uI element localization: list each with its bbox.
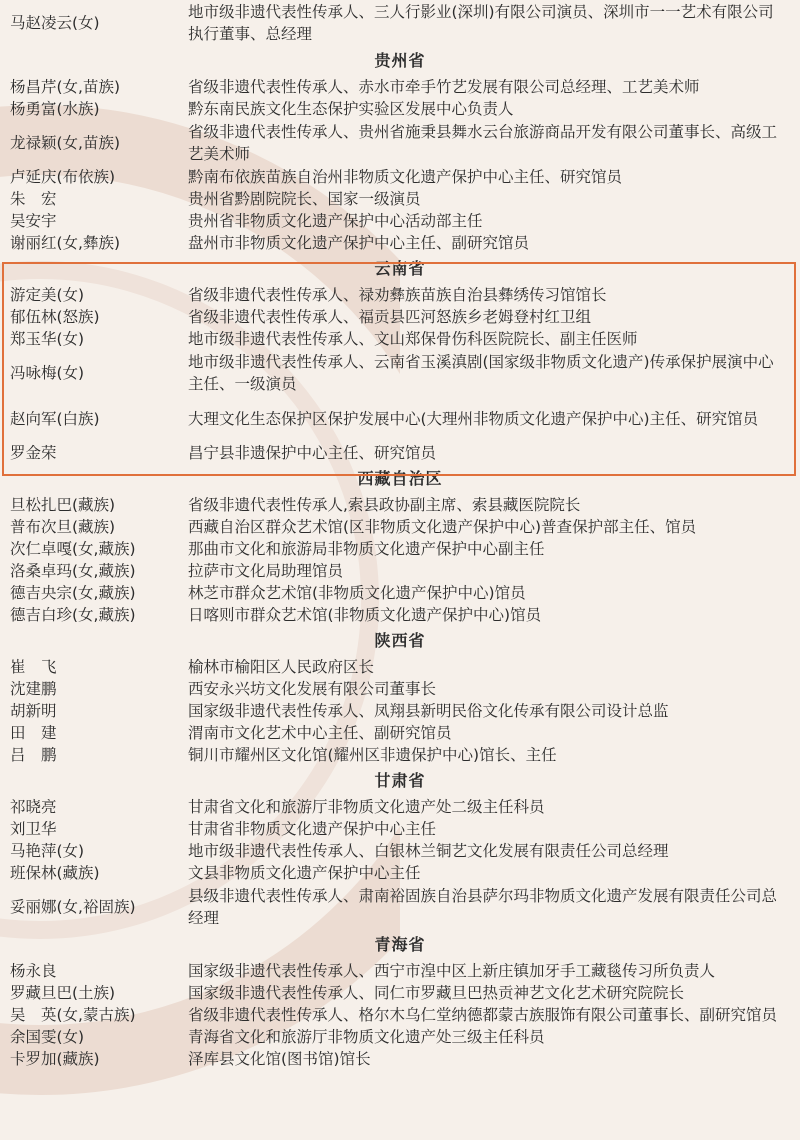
person-name: 旦松扎巴(藏族)	[10, 496, 116, 514]
person-name: 罗金荣	[10, 444, 57, 462]
person-description: 黔南布依族苗族自治州非物质文化遗产保护中心主任、研究馆员	[188, 168, 623, 186]
person-description: 西藏自治区群众艺术馆(区非物质文化遗产保护中心)普查保护部主任、馆员	[188, 518, 697, 536]
person-row	[0, 722, 800, 744]
person-description: 贵州省黔剧院院长、国家一级演员	[188, 190, 421, 208]
person-name: 马赵凌云(女)	[10, 14, 100, 32]
person-name: 田 建	[10, 724, 57, 742]
person-description: 文县非物质文化遗产保护中心主任	[188, 864, 421, 882]
person-row	[0, 210, 800, 232]
person-row	[0, 1048, 800, 1070]
person-description: 省级非遗代表性传承人、贵州省施秉县舞水云台旅游商品开发有限公司董事长、高级工艺美术师	[188, 123, 778, 163]
person-name: 刘卫华	[10, 820, 57, 838]
person-row	[0, 982, 800, 1004]
person-description: 西安永兴坊文化发展有限公司董事长	[188, 680, 437, 698]
person-description: 拉萨市文化局助理馆员	[188, 562, 344, 580]
person-name: 吴 英(女,蒙古族)	[10, 1006, 136, 1024]
person-description: 榆林市榆阳区人民政府区长	[188, 658, 375, 676]
person-description: 铜川市耀州区文化馆(耀州区非遗保护中心)馆长、主任	[188, 746, 557, 764]
person-name: 沈建鹏	[10, 680, 57, 698]
person-row	[0, 1004, 800, 1026]
person-description: 县级非遗代表性传承人、肃南裕固族自治县萨尔玛非物质文化遗产发展有限责任公司总经理	[188, 887, 778, 927]
person-name: 德吉央宗(女,藏族)	[10, 584, 136, 602]
person-row	[0, 744, 800, 766]
person-row	[0, 120, 800, 166]
province-section	[0, 46, 800, 254]
person-description: 省级非遗代表性传承人、赤水市牵手竹艺发展有限公司总经理、工艺美术师	[188, 78, 700, 96]
person-description: 甘肃省非物质文化遗产保护中心主任	[188, 820, 437, 838]
person-row	[0, 396, 800, 442]
person-description: 渭南市文化艺术中心主任、副研究馆员	[188, 724, 452, 742]
person-name: 吴安宇	[10, 212, 57, 230]
province-heading: 西藏自治区	[357, 469, 443, 488]
province-section	[0, 254, 800, 464]
person-row	[0, 656, 800, 678]
person-name: 卡罗加(藏族)	[10, 1050, 100, 1068]
person-row	[0, 884, 800, 930]
person-description: 黔东南民族文化生态保护实验区发展中心负责人	[188, 100, 514, 118]
person-name: 胡新明	[10, 702, 57, 720]
person-row	[0, 494, 800, 516]
person-row	[0, 678, 800, 700]
person-name: 赵向军(白族)	[10, 410, 100, 428]
person-description: 省级非遗代表性传承人、福贡县匹河怒族乡老姆登村红卫组	[188, 308, 592, 326]
person-name: 祁晓亮	[10, 798, 57, 816]
person-name: 龙禄颖(女,苗族)	[10, 134, 121, 152]
person-name: 次仁卓嘎(女,藏族)	[10, 540, 136, 558]
province-section	[0, 0, 800, 46]
person-name: 德吉白珍(女,藏族)	[10, 606, 136, 624]
person-name: 郁伍林(怒族)	[10, 308, 100, 326]
person-name: 冯咏梅(女)	[10, 364, 85, 382]
person-row	[0, 0, 800, 46]
person-name: 妥丽娜(女,裕固族)	[10, 898, 136, 916]
province-heading: 贵州省	[374, 51, 426, 70]
person-name: 杨永良	[10, 962, 57, 980]
person-name: 罗藏旦巴(土族)	[10, 984, 116, 1002]
person-row	[0, 306, 800, 328]
person-description: 林芝市群众艺术馆(非物质文化遗产保护中心)馆员	[188, 584, 526, 602]
province-section	[0, 626, 800, 766]
person-row	[0, 98, 800, 120]
person-row	[0, 350, 800, 396]
person-name: 郑玉华(女)	[10, 330, 85, 348]
person-name: 谢丽红(女,彝族)	[10, 234, 121, 252]
person-description: 甘肃省文化和旅游厅非物质文化遗产处二级主任科员	[188, 798, 545, 816]
person-description: 省级非遗代表性传承人,索县政协副主席、索县藏医院院长	[188, 496, 581, 514]
province-heading: 陕西省	[374, 631, 426, 650]
person-name: 余国雯(女)	[10, 1028, 85, 1046]
person-row	[0, 166, 800, 188]
person-description: 贵州省非物质文化遗产保护中心活动部主任	[188, 212, 483, 230]
person-row	[0, 232, 800, 254]
person-row	[0, 76, 800, 98]
province-section	[0, 464, 800, 626]
person-description: 盘州市非物质文化遗产保护中心主任、副研究馆员	[188, 234, 530, 252]
person-row	[0, 818, 800, 840]
person-description: 大理文化生态保护区保护发展中心(大理州非物质文化遗产保护中心)主任、研究馆员	[188, 410, 759, 428]
person-description: 地市级非遗代表性传承人、三人行影业(深圳)有限公司演员、深圳市一一艺术有限公司执行董事、总经理	[188, 3, 774, 43]
person-description: 国家级非遗代表性传承人、同仁市罗藏旦巴热贡神艺文化艺术研究院院长	[188, 984, 685, 1002]
person-name: 吕 鹏	[10, 746, 57, 764]
province-heading: 青海省	[374, 935, 426, 954]
person-row	[0, 538, 800, 560]
person-name: 班保林(藏族)	[10, 864, 100, 882]
person-row	[0, 328, 800, 350]
person-row	[0, 1026, 800, 1048]
person-description: 那曲市文化和旅游局非物质文化遗产保护中心副主任	[188, 540, 545, 558]
person-row	[0, 560, 800, 582]
person-row	[0, 582, 800, 604]
person-row	[0, 700, 800, 722]
person-description: 省级非遗代表性传承人、格尔木乌仁堂纳德都蒙古族服饰有限公司董事长、副研究馆员	[188, 1006, 778, 1024]
person-row	[0, 796, 800, 818]
person-description: 国家级非遗代表性传承人、西宁市湟中区上新庄镇加牙手工藏毯传习所负责人	[188, 962, 716, 980]
person-name: 洛桑卓玛(女,藏族)	[10, 562, 136, 580]
person-description: 泽库县文化馆(图书馆)馆长	[188, 1050, 371, 1068]
person-description: 地市级非遗代表性传承人、文山郑保骨伤科医院院长、副主任医师	[188, 330, 638, 348]
person-name: 杨昌芹(女,苗族)	[10, 78, 121, 96]
person-row	[0, 188, 800, 210]
person-name: 杨勇富(水族)	[10, 100, 100, 118]
person-name: 朱 宏	[10, 190, 57, 208]
person-name: 卢延庆(布依族)	[10, 168, 116, 186]
person-description: 青海省文化和旅游厅非物质文化遗产处三级主任科员	[188, 1028, 545, 1046]
province-section	[0, 930, 800, 1070]
person-row	[0, 604, 800, 626]
person-row	[0, 840, 800, 862]
person-name: 游定美(女)	[10, 286, 85, 304]
person-row	[0, 516, 800, 538]
person-row	[0, 960, 800, 982]
person-row	[0, 862, 800, 884]
person-row	[0, 284, 800, 306]
person-name: 普布次旦(藏族)	[10, 518, 116, 536]
person-description: 地市级非遗代表性传承人、云南省玉溪滇剧(国家级非物质文化遗产)传承保护展演中心主任、一级演员	[188, 353, 774, 393]
person-description: 省级非遗代表性传承人、禄劝彝族苗族自治县彝绣传习馆馆长	[188, 286, 607, 304]
person-name: 马艳萍(女)	[10, 842, 85, 860]
province-heading: 甘肃省	[374, 771, 426, 790]
person-name: 崔 飞	[10, 658, 57, 676]
person-description: 昌宁县非遗保护中心主任、研究馆员	[188, 444, 437, 462]
person-row	[0, 442, 800, 464]
province-heading: 云南省	[374, 259, 426, 278]
person-description: 日喀则市群众艺术馆(非物质文化遗产保护中心)馆员	[188, 606, 542, 624]
province-section	[0, 766, 800, 930]
person-description: 国家级非遗代表性传承人、凤翔县新明民俗文化传承有限公司设计总监	[188, 702, 669, 720]
person-description: 地市级非遗代表性传承人、白银林兰铜艺文化发展有限责任公司总经理	[188, 842, 669, 860]
